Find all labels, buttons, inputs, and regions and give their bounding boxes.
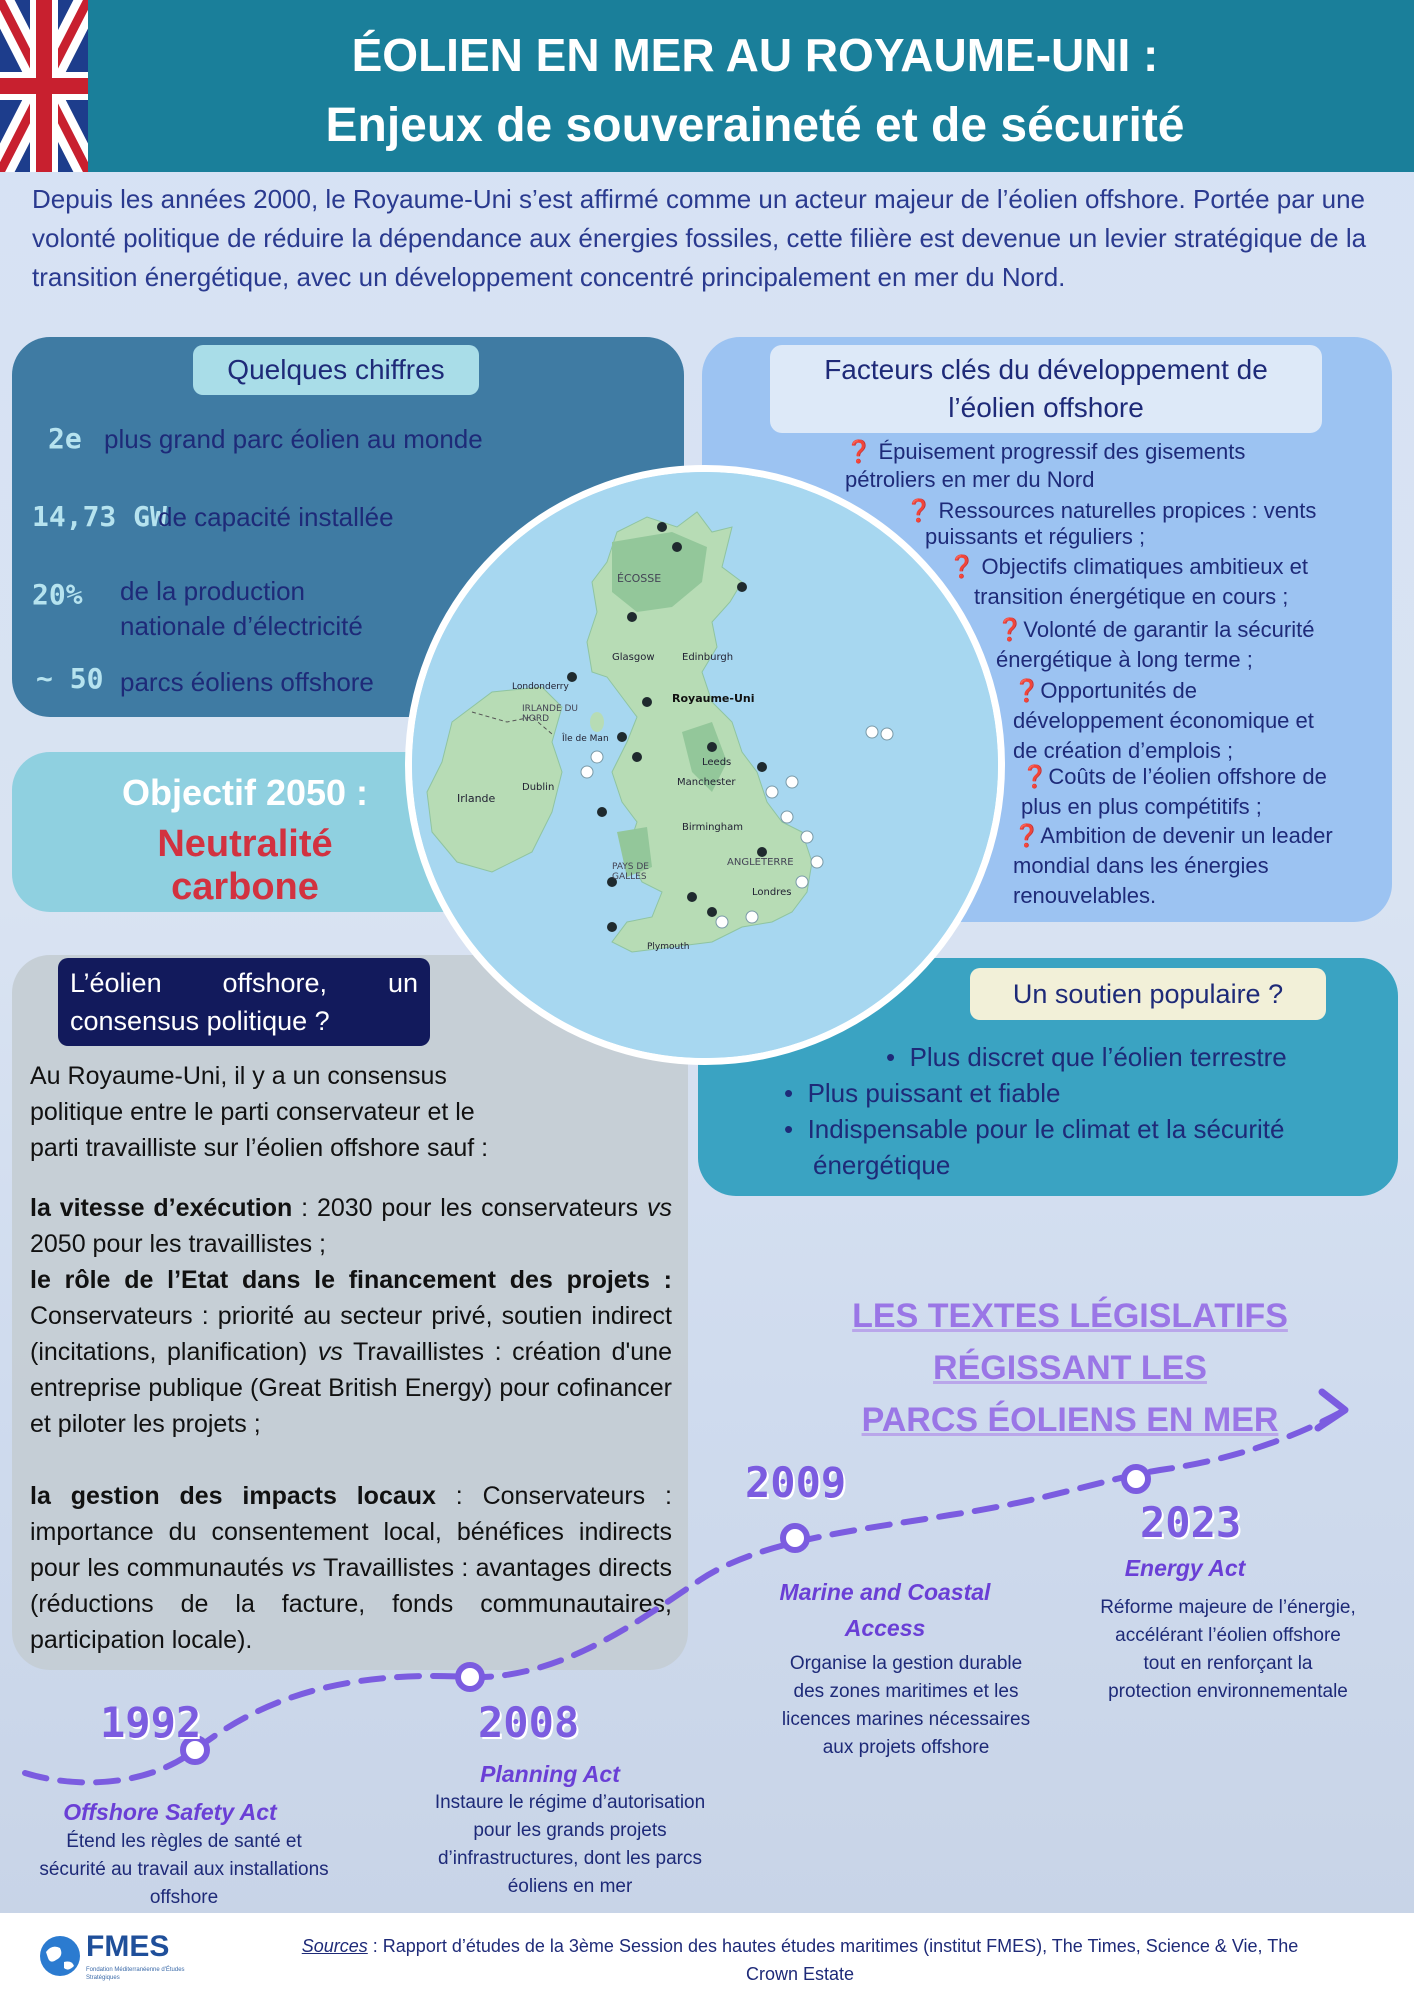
factor-item xyxy=(845,437,1385,495)
map-label: Glasgow xyxy=(612,652,655,663)
act-desc-line: licences marines nécessaires xyxy=(781,1709,1031,1730)
sources-line: Crown Estate xyxy=(745,1964,855,1984)
bullet-icon: • xyxy=(784,1114,794,1144)
timeline-path xyxy=(0,1380,1414,1800)
act-description xyxy=(1060,1594,1396,1706)
act-desc-line: aux projets offshore xyxy=(822,1737,990,1758)
legal-title-line: PARCS ÉOLIENS EN MER xyxy=(861,1401,1279,1439)
act-desc-line: Étend les règles de santé et xyxy=(66,1831,302,1852)
point-text: Travaillistes : avantages directs (réductions de la facture, fonds communautaires, participation locale). xyxy=(30,1554,672,1654)
factor-item xyxy=(996,615,1388,675)
sources-line: : Rapport d’études de la 3ème Session des hautes études maritimes (institut FMES), The Times, Science & Vie, The xyxy=(367,1936,1299,1956)
factor-line: ❓Ambition de devenir un leader xyxy=(1013,823,1333,848)
stat-label: nationale d’électricité xyxy=(120,611,363,641)
factor-line: pétroliers en mer du Nord xyxy=(845,467,1095,492)
map-label: Londonderry xyxy=(512,682,569,692)
uk-offshore-wind-map[interactable] xyxy=(405,465,1005,1065)
factor-item xyxy=(1013,676,1393,766)
point-vs: vs xyxy=(317,1338,343,1366)
act-description xyxy=(400,1789,740,1901)
stat-label: de capacité installée xyxy=(158,502,394,532)
act-desc-line: offshore xyxy=(149,1887,219,1908)
map-label: ÉCOSSE xyxy=(617,572,662,585)
support-item xyxy=(886,1040,1287,1075)
stat-value: 2e xyxy=(48,422,82,455)
point-label: la gestion des impacts locaux xyxy=(30,1482,436,1510)
sources-label: Sources xyxy=(301,1936,368,1956)
timeline-year: 2023 xyxy=(1140,1498,1242,1547)
logo-text: FMES xyxy=(86,1930,170,1963)
stat-label: parcs éoliens offshore xyxy=(120,667,374,697)
act-desc-line: Instaure le régime d’autorisation xyxy=(434,1792,706,1813)
point-vs: vs xyxy=(291,1554,317,1582)
act-desc-line: éoliens en mer xyxy=(507,1876,633,1897)
act-desc-line: accélérant l’éolien offshore xyxy=(1115,1625,1341,1646)
consensus-intro-line: Au Royaume-Uni, il y a un consensus xyxy=(30,1062,447,1090)
point-vs: vs xyxy=(647,1194,673,1222)
factor-line: ❓Opportunités de xyxy=(1013,678,1197,703)
support-item xyxy=(784,1112,1285,1147)
support-item-text: Indispensable pour le climat et la sécurité xyxy=(807,1114,1285,1144)
legal-title-line: LES TEXTES LÉGISLATIFS RÉGISSANT LES xyxy=(852,1297,1288,1387)
factor-line: ❓Volonté de garantir la sécurité xyxy=(996,617,1315,642)
factor-line: ❓Coûts de l’éolien offshore de xyxy=(1021,764,1327,789)
stat-label: de la production xyxy=(120,576,306,606)
objective-title: Objectif 2050 : xyxy=(121,772,369,813)
consensus-heading-line: consensus politique ? xyxy=(70,1006,330,1036)
act-name-line: Marine and Coastal xyxy=(779,1579,991,1605)
act-desc-line: Réforme majeure de l’énergie, xyxy=(1100,1597,1356,1618)
map-label: Manchester xyxy=(677,777,736,788)
point-label: la vitesse d’exécution xyxy=(30,1194,293,1222)
act-name: Energy Act xyxy=(1124,1555,1246,1581)
page-title: ÉOLIEN EN MER AU ROYAUME-UNI : xyxy=(351,29,1159,81)
factor-line: ❓ Objectifs climatiques ambitieux et xyxy=(948,554,1308,579)
objective-value: Neutralité carbone xyxy=(157,823,333,908)
act-name: Planning Act xyxy=(480,1761,620,1787)
map-label: Irlande xyxy=(457,792,496,805)
stat-value: 20% xyxy=(32,578,83,611)
act-name xyxy=(730,1574,1040,1646)
point-text: Conservateurs : priorité au secteur privé, soutien indirect (incitations, planification) xyxy=(30,1302,672,1366)
support-heading: Un soutien populaire ? xyxy=(970,968,1326,1020)
factor-line: ❓ Épuisement progressif des gisements xyxy=(845,439,1246,464)
point-text: Travaillistes : création d'une entreprise publique (Great British Energy) pour cofinancer et piloter les projets ; xyxy=(30,1338,672,1438)
support-item-text: Plus puissant et fiable xyxy=(807,1078,1061,1108)
act-desc-line: d’infrastructures, dont les parcs xyxy=(437,1848,702,1869)
act-description xyxy=(8,1828,360,1912)
stat-value: ~ 50 xyxy=(36,662,104,695)
factor-line: transition énergétique en cours ; xyxy=(974,584,1289,609)
map-label: Leeds xyxy=(702,757,732,768)
factor-line: puissants et réguliers ; xyxy=(925,524,1146,549)
act-desc-line: pour les grands projets xyxy=(473,1820,667,1841)
bullet-icon: • xyxy=(784,1078,794,1108)
stat-value: 14,73 GW xyxy=(32,500,167,533)
map-label: Birmingham xyxy=(682,822,743,833)
factor-item xyxy=(905,496,1385,552)
act-description xyxy=(736,1650,1076,1762)
support-item-text: Plus discret que l’éolien terrestre xyxy=(909,1042,1287,1072)
act-desc-line: des zones maritimes et les xyxy=(793,1681,1019,1702)
support-item xyxy=(784,1076,1061,1111)
figures-heading: Quelques chiffres xyxy=(193,345,479,395)
timeline-node xyxy=(458,1665,482,1689)
factors-heading xyxy=(770,345,1322,433)
point-text: : Conservateurs : importance du consentement local, bénéfices indirects pour les communautés xyxy=(30,1482,672,1582)
act-desc-line: tout en renforçant la xyxy=(1143,1653,1313,1674)
timeline-node xyxy=(783,1526,807,1550)
map-label: Île de Man xyxy=(562,734,609,744)
timeline-year: 1992 xyxy=(100,1698,202,1747)
factor-line: ❓ Ressources naturelles propices : vents xyxy=(905,498,1317,523)
globe-icon xyxy=(38,1934,82,1978)
factor-line: renouvelables. xyxy=(1013,883,1157,908)
support-item-text: énergétique xyxy=(813,1150,951,1180)
consensus-intro xyxy=(30,1058,670,1166)
intro-paragraph: Depuis les années 2000, le Royaume-Uni s’est affirmé comme un acteur majeur de l’éolien offshore. Portée par une volonté politique de réduire la dépendance aux énergies fossiles, cette filière est devenue un levier stratégique de la transition énergétique, avec un développement concentré principalement en mer du Nord. xyxy=(32,184,1367,292)
factor-item xyxy=(1021,762,1393,822)
page-subtitle: Enjeux de souveraineté et de sécurité xyxy=(325,99,1185,152)
map-label: ANGLETERRE xyxy=(727,857,794,868)
timeline-year: 2008 xyxy=(478,1698,580,1747)
map-label: Edinburgh xyxy=(682,652,734,663)
consensus-heading-line: L’éolien offshore, un xyxy=(70,968,418,998)
consensus-intro-line: politique entre le parti conservateur et le xyxy=(30,1098,475,1126)
factor-line: de création d’emplois ; xyxy=(1013,738,1234,763)
sources-text xyxy=(200,1932,1400,1988)
factor-line: mondial dans les énergies xyxy=(1013,853,1269,878)
map-label: Londres xyxy=(752,887,792,898)
fmes-logo xyxy=(38,1928,198,1988)
point-text: : 2030 pour les conservateurs xyxy=(292,1194,648,1222)
arrow-head-icon xyxy=(1318,1392,1345,1428)
factor-line: énergétique à long terme ; xyxy=(996,647,1253,672)
map-label: IRLANDE DU NORD xyxy=(522,704,579,724)
act-name-line: Access xyxy=(844,1615,926,1641)
factors-heading-line: l’éolien offshore xyxy=(948,392,1144,423)
logo-subtext: Fondation Méditerranéenne d'Études Stratégiques xyxy=(86,1967,185,1981)
point-label: le rôle de l’Etat dans le financement des projets : xyxy=(30,1266,672,1294)
map-label: PAYS DE GALLES xyxy=(612,862,649,882)
timeline-year: 2009 xyxy=(745,1458,847,1507)
consensus-intro-line: parti travailliste sur l’éolien offshore sauf : xyxy=(30,1134,489,1162)
factors-heading-line: Facteurs clés du développement de xyxy=(824,354,1268,385)
map-label: Plymouth xyxy=(647,942,690,952)
stat-label: plus grand parc éolien au monde xyxy=(104,424,483,454)
act-desc-line: sécurité au travail aux installations xyxy=(39,1859,329,1880)
factor-line: développement économique et xyxy=(1013,708,1314,733)
timeline-node xyxy=(1124,1467,1148,1491)
factor-item xyxy=(1013,821,1393,911)
point-text: 2050 pour les travaillistes ; xyxy=(30,1230,326,1258)
map-label: Royaume-Uni xyxy=(672,692,755,705)
uk-flag-icon xyxy=(0,0,88,172)
consensus-point-speed xyxy=(30,1190,672,1262)
consensus-heading xyxy=(58,958,430,1046)
act-name: Offshore Safety Act xyxy=(63,1799,277,1825)
act-desc-line: Organise la gestion durable xyxy=(789,1653,1023,1674)
factor-line: plus en plus compétitifs ; xyxy=(1021,794,1262,819)
act-desc-line: protection environnementale xyxy=(1108,1681,1348,1702)
bullet-icon: • xyxy=(886,1042,896,1072)
map-label: Dublin xyxy=(522,782,555,793)
factor-item xyxy=(948,552,1388,612)
